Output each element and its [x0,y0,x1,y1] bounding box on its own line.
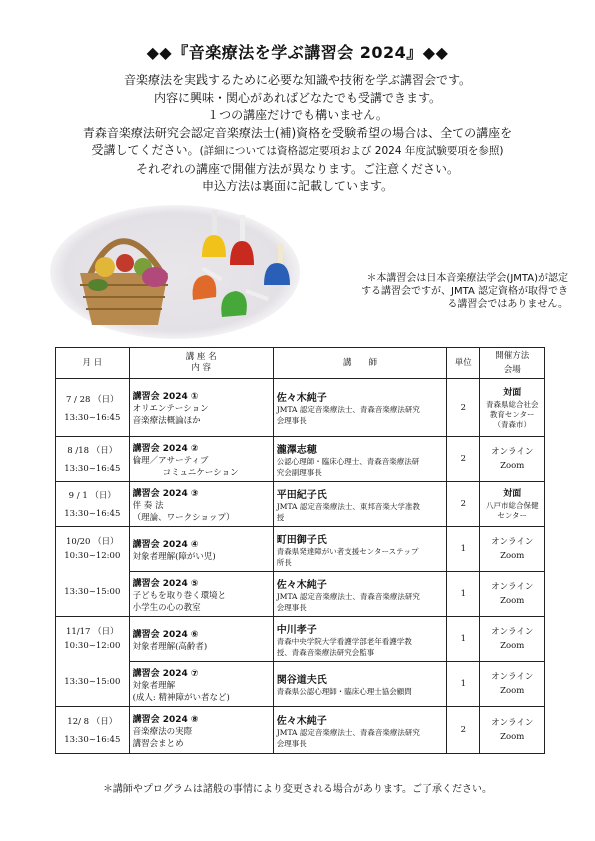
venue: Zoom [500,461,525,471]
venue: Zoom [500,596,525,606]
table-row [56,572,545,617]
teacher-desc: 究会副理事長 [276,467,322,477]
table-row [56,662,545,707]
method: 対面 [503,489,522,499]
teacher-desc: 授、青森音楽療法研究会監事 [276,647,375,657]
teacher-name: 瀧澤志穂 [276,444,317,456]
time: 13:30~15:00 [64,677,121,687]
teacher-desc: 会理事長 [276,738,307,748]
date: 11/17 （日） [65,627,119,637]
place-cell [480,379,545,437]
method: オンライン [491,582,534,592]
method: 対面 [503,387,522,398]
course-cell [129,662,273,707]
teacher-desc: 授 [276,512,285,522]
intro-line-part: 受講してください。 [91,143,200,157]
course-content: 小学生の心の教室 [132,602,201,613]
teacher-name: 佐々木純子 [276,579,327,591]
method: オンライン [491,718,534,728]
place-cell [480,572,545,617]
teacher-desc: JMTA 認定音楽療法士、青森音楽療法研究 [276,727,420,737]
venue: （青森市） [493,419,531,429]
venue: 八戸市総合保健 [485,501,539,510]
course-name: 講習会 2024 ② [132,443,199,454]
table-row [56,617,545,662]
place-cell [480,527,545,572]
course-cell [129,379,273,437]
teacher-name: 町田御子氏 [276,534,327,546]
course-content: (成人: 精神障がい者など) [132,692,230,703]
table-row [56,482,545,527]
course-name: 講習会 2024 ⑧ [132,714,199,725]
venue: センター [497,511,528,520]
header-course [129,348,273,379]
place-cell [480,662,545,707]
intro-line: それぞれの講座で開催方法が異なります。ご注意ください。 [135,161,460,176]
course-cell [129,572,273,617]
teacher-desc: 青森県公認心理師・臨床心理士協会顧問 [276,687,412,696]
place-cell [480,707,545,754]
jmta-note [318,272,568,311]
course-content: （理論、ワークショップ） [132,512,235,523]
header-date: 月 日 [56,348,130,379]
method: オンライン [491,537,534,547]
table-row [56,379,545,437]
teacher-desc: JMTA 認定音楽療法士、東邦音楽大学准教 [276,501,420,511]
course-content: 倫理／アサーティブ [132,455,209,466]
teacher-cell [273,572,446,617]
teacher-cell [273,379,446,437]
date: 7 / 28 （日） [65,394,119,405]
course-name: 講習会 2024 ⑤ [132,578,199,589]
venue: 青森県総合社会 [485,399,539,409]
venue: Zoom [500,551,525,561]
date-cell [56,617,130,707]
teacher-cell [273,662,446,707]
date: 9 / 1 （日） [68,491,116,501]
method: オンライン [491,627,534,637]
course-cell [129,482,273,527]
footer-note: ＊講師やプログラムは諸般の事情により変更される場合があります。ご了承ください。 [102,784,493,795]
table-row [56,437,545,482]
course-content: 対象者理解 [132,680,176,691]
unit-cell: 2 [447,379,480,437]
time: 10:30~12:00 [64,641,121,651]
unit-cell: 1 [447,617,480,662]
page-title: ◆◆『音楽療法を学ぶ講習会 2024』◆◆ [146,43,449,62]
course-content: 対象者理解(障がい児) [132,551,216,562]
date-cell [56,437,130,482]
time: 13:30~16:45 [64,464,121,474]
time: 13:30~15:00 [64,587,121,597]
course-cell [129,617,273,662]
course-name: 講習会 2024 ⑦ [132,668,199,679]
time: 13:30~16:45 [64,735,121,745]
unit-cell: 1 [447,572,480,617]
venue: Zoom [500,641,525,651]
teacher-name: 中川孝子 [276,624,317,636]
date: 10/20 （日） [65,537,119,547]
date: 8 /18 （日） [67,446,118,456]
header-method: 開催方法 [495,351,530,361]
course-cell [129,707,273,754]
teacher-cell [273,482,446,527]
time: 13:30~16:45 [64,509,121,519]
course-content: オリエンテーション [132,404,209,414]
unit-cell: 2 [447,707,480,754]
teacher-name: 佐々木純子 [276,393,327,404]
teacher-desc: 会理事長 [276,602,307,612]
course-content: コミュニケーション [162,467,239,478]
course-content: 音楽療法概論ほか [132,416,201,426]
place-cell [480,437,545,482]
note-line: る講習会ではありません。 [447,299,568,310]
teacher-name: 佐々木純子 [276,715,327,727]
venue: Zoom [500,686,525,696]
teacher-desc: 公認心理師・臨床心理士、青森音楽療法研 [276,456,420,466]
header-teacher: 講 師 [273,348,446,379]
course-name: 講習会 2024 ① [132,392,199,402]
table-row [56,527,545,572]
unit-cell: 1 [447,527,480,572]
unit-cell: 2 [447,482,480,527]
teacher-desc: JMTA 認定音楽療法士、青森音楽療法研究 [276,405,420,414]
course-content: 講習会まとめ [132,738,184,749]
header-course-name: 講 座 名 [185,352,217,362]
header-place [480,348,545,379]
note-line: する講習会ですが、JMTA 認定資格が取得でき [361,286,568,297]
intro-line: 申込方法は裏面に記載しています。 [201,179,394,193]
header-unit: 単位 [447,348,480,379]
time: 10:30~12:00 [64,551,121,561]
method: オンライン [491,447,534,457]
teacher-desc: JMTA 認定音楽療法士、青森音楽療法研究 [276,591,420,601]
teacher-name: 関谷道夫氏 [276,675,327,686]
intro-line: 内容に興味・関心があればどなたでも受講できます。 [153,90,442,105]
table-header-row [56,348,545,379]
intro-line-note: (詳細については資格認定要項および 2024 年度試験要項を参照) [199,145,504,157]
date-cell [56,707,130,754]
place-cell [480,617,545,662]
intro-line [30,142,565,161]
course-name: 講習会 2024 ④ [132,539,199,550]
schedule-table [55,347,545,754]
date-cell [56,482,130,527]
place-cell [480,482,545,527]
table-row [56,707,545,754]
teacher-desc: 会理事長 [276,416,307,425]
venue: 教育センター [489,409,535,419]
intro-line: 青森音楽療法研究会認定音楽療法士(補)資格を受験希望の場合は、全ての講座を [82,125,513,140]
teacher-name: 平田紀子氏 [276,489,327,501]
course-content: 伴 奏 法 [132,500,164,511]
teacher-desc: 青森中央学院大学看護学部老年看護学教 [276,636,412,646]
course-name: 講習会 2024 ⑥ [132,629,199,640]
course-content: 音楽療法の実際 [132,726,193,737]
course-content: 対象者理解(高齢者) [132,641,208,652]
teacher-cell [273,707,446,754]
teacher-cell [273,437,446,482]
method: オンライン [491,672,534,682]
header-course-content: 内 容 [191,363,212,373]
teacher-cell [273,617,446,662]
unit-cell: 2 [447,437,480,482]
date: 12/ 8 （日） [67,717,118,727]
date-cell [56,379,130,437]
intro-line: １つの講座だけでも構いません。 [207,108,388,122]
venue: Zoom [500,732,525,742]
intro-text [30,72,565,196]
basket-bells-photo [50,205,300,340]
course-content: 子どもを取り巻く環境と [132,590,227,601]
unit-cell: 1 [447,662,480,707]
note-line: ＊本講習会は日本音楽療法学会(JMTA)が認定 [366,273,568,284]
teacher-desc: 所長 [276,557,292,567]
teacher-desc: 青森県発達障がい者支援センターステップ [276,546,419,556]
date-cell [56,527,130,617]
course-name: 講習会 2024 ③ [132,488,199,499]
header-venue: 会場 [503,365,521,375]
intro-line: 音楽療法を実践するために必要な知識や技術を学ぶ講習会です。 [123,73,472,87]
course-cell [129,527,273,572]
teacher-cell [273,527,446,572]
course-cell [129,437,273,482]
time: 13:30~16:45 [64,412,121,423]
